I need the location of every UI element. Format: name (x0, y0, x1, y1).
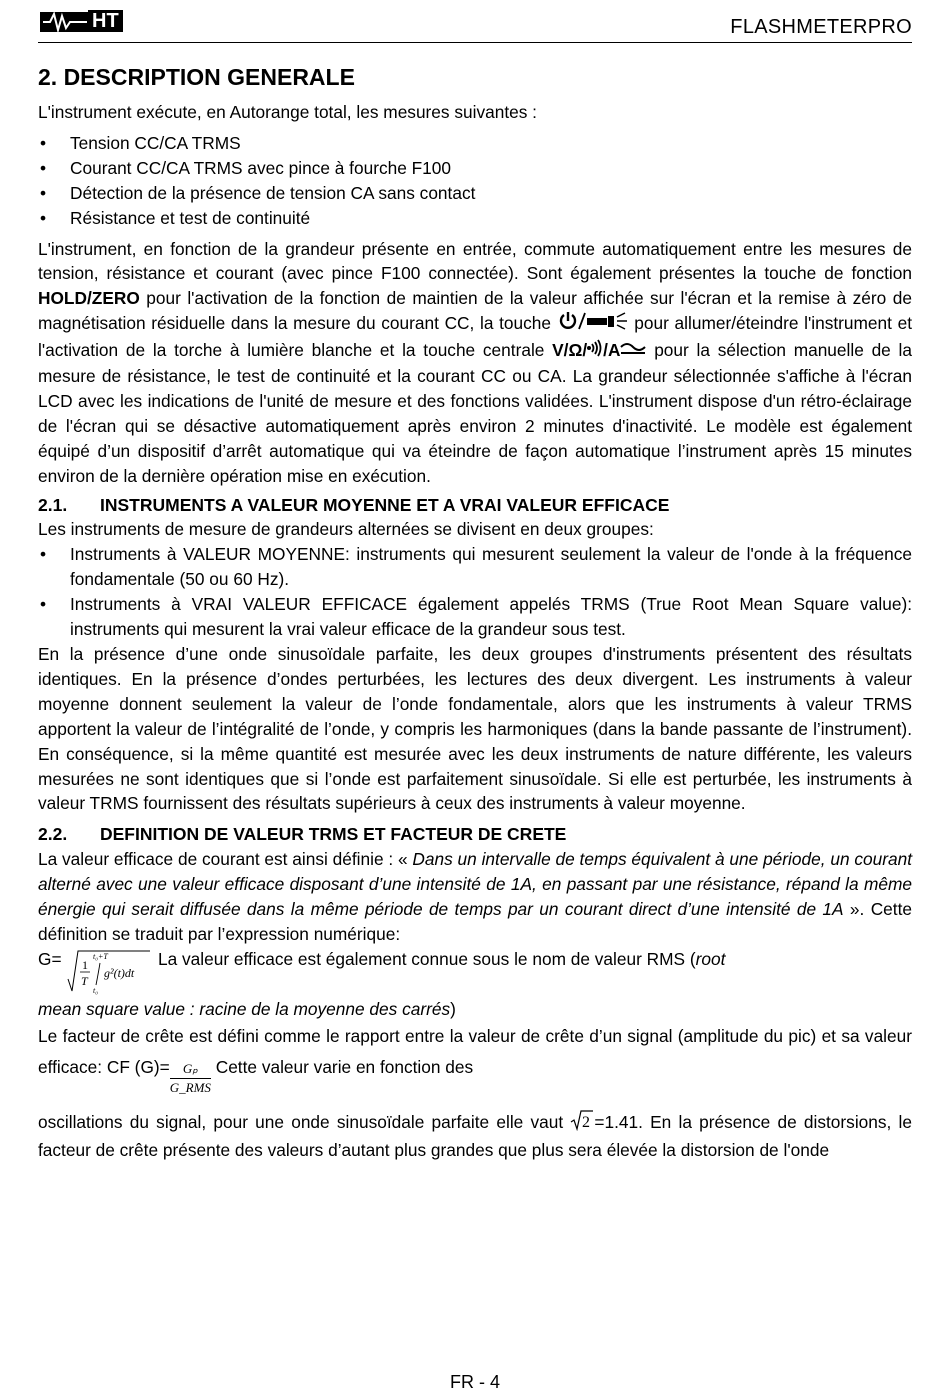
text-run: pour la sélection manuelle de la mesure de résistance, le test de continuité et la courant CC ou CA. La grandeur sélectionnée s'affiche à l'écran LCD avec les indications de l'unité de mesure et des fonctions validées. L'instrument dispose d'un rétro-éclairage de l'écran qui se désactive automatiquement après environ 2 minutes d'inactivité. Le modèle est également équipé d’un dispositif d’arrêt automatique qui va éteindre de façon automatique l’instrument après 15 minutes environ de la dernière opération mise en exécution. (38, 340, 912, 486)
formula-lower-limit: t₀ (93, 985, 99, 995)
section-2-description (38, 237, 912, 489)
crest-factor-value: =1.41 (594, 1111, 639, 1132)
text-run: oscillations du signal, pour une onde sinusoïdale parfaite elle vaut (38, 1111, 571, 1132)
list-item: • Instruments à VALEUR MOYENNE: instruments qui mesurent seulement la valeur de l'onde à la fréquence fondamentale (50 ou 60 Hz). (38, 542, 912, 592)
section-2-1-intro: Les instruments de mesure de grandeurs alternées se divisent en deux groupes: (38, 519, 654, 540)
section-title-text: INSTRUMENTS A VALEUR MOYENNE ET A VRAI VALEUR EFFICACE (100, 494, 670, 515)
document-name: FLASHMETERPRO (730, 16, 912, 38)
section-number: 2.1. (38, 494, 68, 515)
text-run: L'instrument, en fonction de la grandeur présente en entrée, commute automatiquement entre les mesures de tension, résistance et courant (avec pince F100 connectée). Sont également présentes la touche de fonction (38, 238, 912, 284)
section-2-intro: L'instrument exécute, en Autorange total, les mesures suivantes : (38, 102, 537, 122)
list-item: • Détection de la présence de tension CA sans contact (38, 181, 912, 206)
formula-upper-limit: t₀+T (93, 951, 108, 961)
hold-zero-key: HOLD/ZERO (38, 288, 140, 309)
square-root-icon (570, 1109, 594, 1138)
rms-alias-continued (38, 997, 912, 1022)
text-run: . En la présence de distorsions, le facteur de crête présente des valeurs d’autant plus grandes que plus sera élevée la distorsion de l'onde (38, 1111, 912, 1160)
text-run: Cette valeur varie en fonction des (210, 1056, 474, 1077)
ht-logo (40, 10, 130, 34)
text-run: ». Cette définition se traduit par l’expression numérique: (38, 899, 912, 944)
list-item: • Courant CC/CA TRMS avec pince à fourche F100 (38, 156, 912, 181)
crest-factor-fraction (170, 1060, 211, 1097)
measures-list (38, 131, 912, 231)
italic-run: root (695, 948, 726, 969)
rms-formula-line (38, 947, 912, 997)
rms-definition (38, 847, 912, 947)
sqrt-radicand: 2 (582, 1113, 591, 1131)
power-torch-key-icon (557, 311, 629, 338)
section-2-1-paragraph: En la présence d’une onde sinusoïdale parfaite, les deux groupes d'instruments présentent des résultats identiques. En la présence d’ondes perturbées, les lectures des deux divergent. Les instruments à valeur moyenne donnent seulement la valeur de l’onde fondamentale, alors que les instruments à valeur TRMS apportent la valeur de l’intégralité de l’onde, y compris les harmoniques (dans la bande passante de l’instrument). En conséquence, si la même quantité est mesurée avec les deux instruments de nature différente, les valeurs mesurées ne sont identiques que si l’onde est parfaitement sinusoïdale. Si elle est perturbée, les instruments à valeur TRMS fournissent des résultats supérieurs à ceux des instruments à valeur moyenne. (38, 644, 912, 814)
center-key-label: V/Ω/ (552, 340, 588, 361)
section-2-title: 2. DESCRIPTION GENERALE (38, 64, 355, 90)
page-header (38, 8, 912, 43)
text-run: pour allumer/éteindre l'instrument et l'activation de la torche à lumière blanche et la touche centrale (38, 313, 912, 361)
crest-factor-definition (38, 1022, 912, 1095)
definition-quote: Dans un intervalle de temps équivalent à une période, un courant alterné avec une valeur efficace disposant d’une intensité de 1A, en passant par une résistance, répand la même énergie qui serait diffusée dans la même période de temps par un courant direct d’une intensité de 1A (38, 849, 912, 920)
rms-formula (38, 947, 156, 1004)
waveform-logo-icon (40, 10, 90, 34)
fraction-denominator: G_RMS (169, 1079, 211, 1095)
formula-g-label: G= (38, 948, 62, 969)
text-run: La valeur efficace est également connue sous le nom de valeur RMS ( (158, 948, 696, 969)
ac-dc-symbol-icon (620, 339, 646, 364)
list-item: • Instruments à VRAI VALEUR EFFICACE également appelés TRMS (True Root Mean Square value): instruments qui mesurent la vrai valeur efficace de la grandeur sous test. (38, 592, 912, 642)
rms-alias-text (158, 947, 912, 972)
section-2-2-title (38, 822, 912, 847)
list-item: • Résistance et test de continuité (38, 206, 912, 231)
page-number: FR - 4 (449, 1372, 500, 1392)
instrument-types-list (38, 542, 912, 642)
center-key-label-b: /A (603, 340, 621, 361)
logo-text: HT (88, 10, 123, 32)
section-number: 2.2. (38, 824, 68, 845)
text-run: Le facteur de crête est défini comme le rapport entre la valeur de crête d’un signal (amplitude du pic) et sa valeur efficace: CF (G)= (38, 1025, 912, 1077)
crest-factor-values (38, 1109, 912, 1163)
list-item: • Tension CC/CA TRMS (38, 131, 912, 156)
formula-body: g²(t)dt (104, 965, 135, 980)
formula-t: T (81, 973, 88, 988)
section-title-text: DEFINITION DE VALEUR TRMS ET FACTEUR DE CRETE (100, 824, 567, 845)
fraction-numerator: Gₚ (170, 1060, 211, 1079)
section-2-1-title (38, 493, 912, 518)
rms-formula-svg (38, 947, 156, 997)
sound-waves-icon (587, 339, 603, 364)
text-run: ) (450, 998, 456, 1019)
text-run: La valeur efficace de courant est ainsi définie : « (38, 849, 413, 870)
text-run: pour l'activation de la fonction de maintien de la valeur affichée sur l'écran et la remise à zéro de magnétisation résiduelle dans la mesure du courant CC, la touche (38, 288, 912, 334)
page-content (38, 62, 912, 1163)
italic-run: mean square value : racine de la moyenne des carrés (38, 998, 451, 1019)
formula-one: 1 (82, 957, 88, 972)
